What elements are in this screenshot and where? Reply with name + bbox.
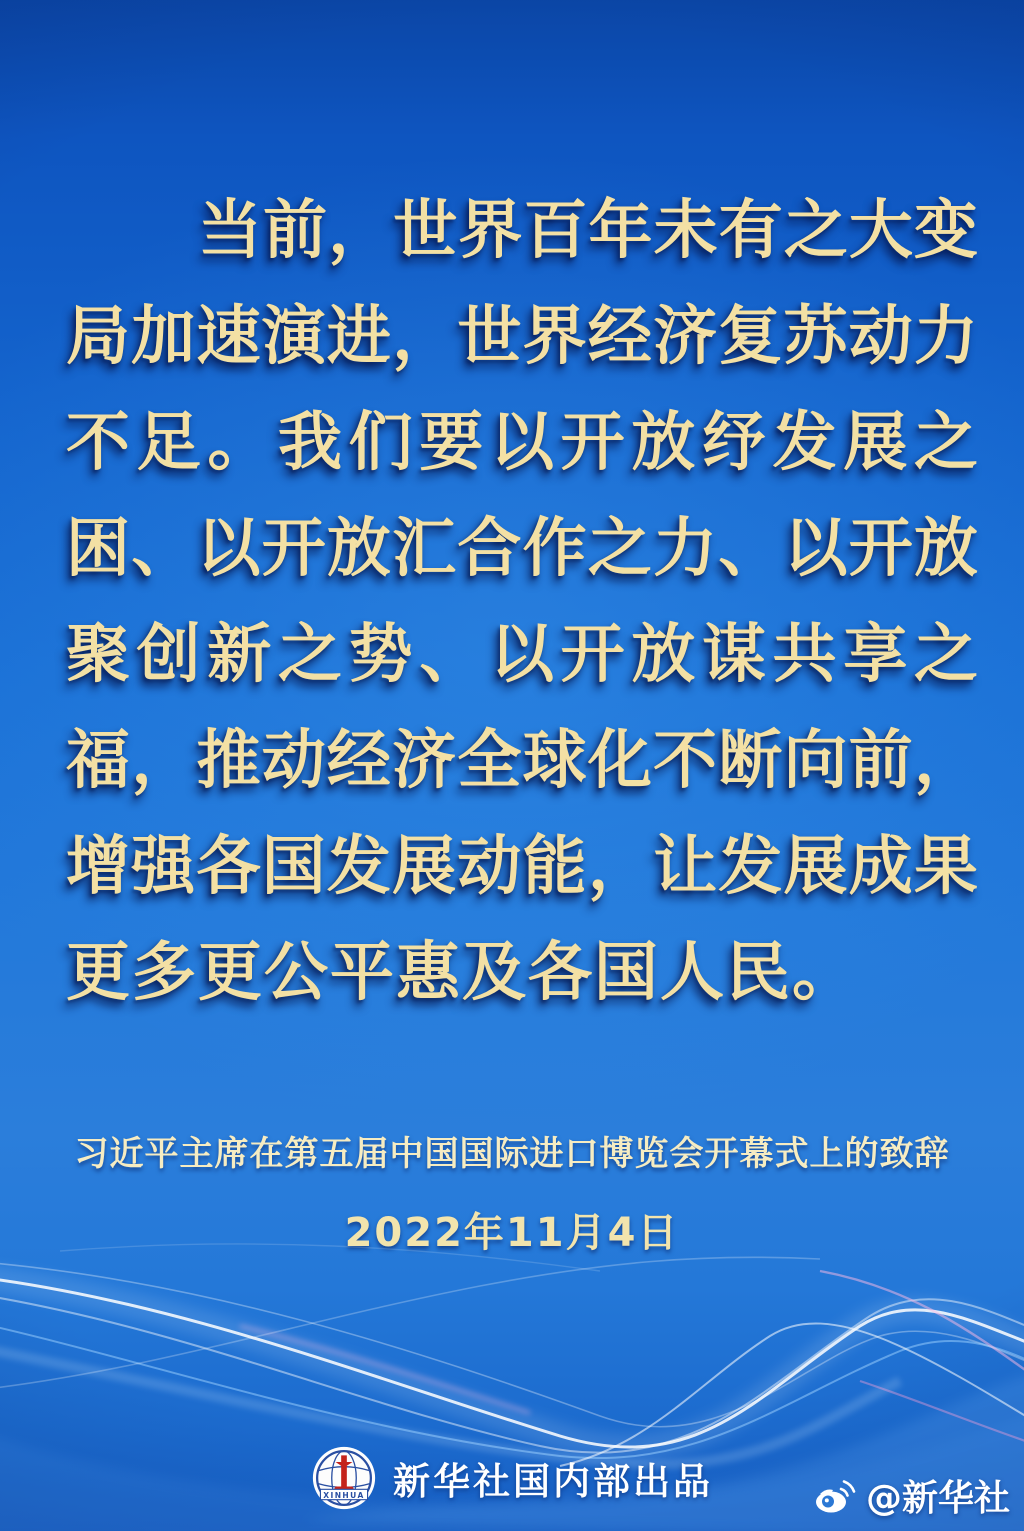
weibo-icon	[814, 1477, 858, 1515]
quote-line: 福，推动经济全球化不断向前，	[66, 723, 978, 798]
quote-line: 局加速演进，世界经济复苏动力	[66, 299, 978, 374]
quote-line: 当前，世界百年未有之大变	[198, 193, 978, 268]
quote-line: 更多更公平惠及各国人民。	[66, 935, 858, 1010]
weibo-watermark	[814, 1470, 1010, 1521]
quote-line: 增强各国发展动能，让发展成果	[66, 829, 978, 904]
quote-line: 不足。我们要以开放纾发展之	[66, 405, 978, 480]
quote-line: 聚创新之势、以开放谋共享之	[66, 617, 978, 692]
attribution-block	[0, 1126, 1024, 1258]
speech-title: 习近平主席在第五届中国国际进口博览会开幕式上的致辞	[74, 1134, 950, 1174]
weibo-handle: @新华社	[865, 1478, 1010, 1519]
xinhua-logo-icon	[311, 1445, 377, 1511]
producer-label: 新华社国内部出品	[393, 1460, 713, 1503]
speech-date: 2022年11月4日	[344, 1210, 680, 1256]
footer	[0, 1445, 1024, 1517]
xinhua-logo-text: XINHUA	[323, 1490, 365, 1500]
quote-text-block	[66, 178, 978, 1026]
quote-line: 困、以开放汇合作之力、以开放	[66, 511, 978, 586]
